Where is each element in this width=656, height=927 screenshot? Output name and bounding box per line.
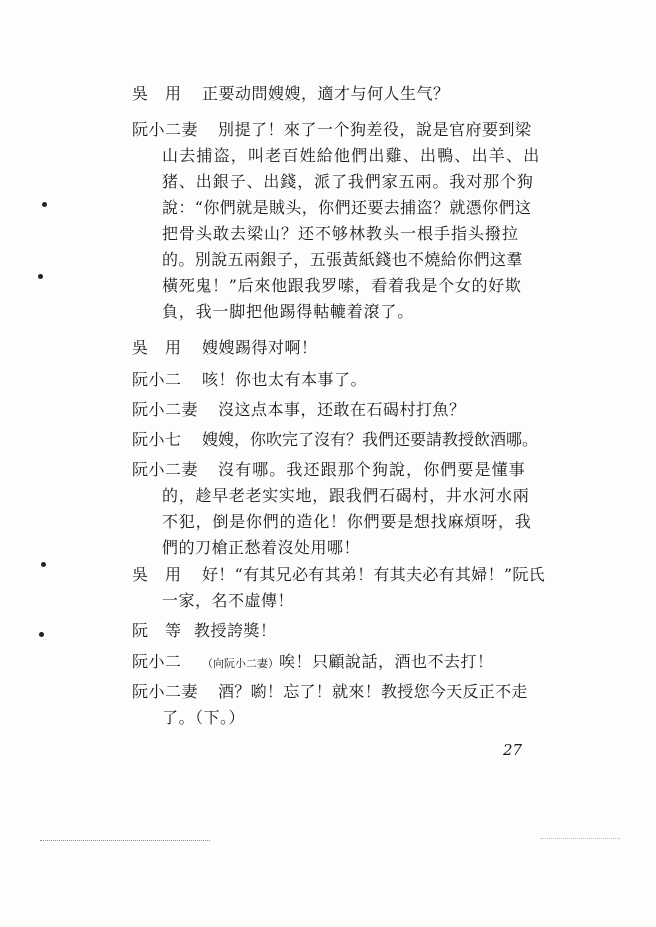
dialogue-text: 教授誇獎！ bbox=[194, 621, 277, 640]
dialogue-text: 唉！只顧說話，酒也不去打！ bbox=[279, 652, 494, 671]
page-number: 27 bbox=[503, 741, 523, 759]
scan-artifact bbox=[40, 840, 210, 843]
dialogue-line bbox=[132, 400, 466, 420]
dialogue-continuation: 一家，名不虛傳！ bbox=[162, 591, 295, 610]
speaker-name: 阮小二妻 bbox=[132, 400, 199, 419]
speaker-name: 阮 等 bbox=[132, 621, 182, 640]
dialogue-continuation: 山去捕盗，叫老百姓給他們出雞、出鴨、出羊、出 bbox=[162, 146, 541, 165]
dialogue-continuation: 不犯，倒是你們的造化！你們要是想找麻煩呀，我 bbox=[162, 512, 532, 531]
speaker-name: 阮小二妻 bbox=[132, 682, 199, 701]
dialogue-line bbox=[132, 120, 532, 140]
dialogue-continuation: 們的刀槍正愁着沒处用哪！ bbox=[162, 538, 361, 557]
dialogue-text: 好！“有其兄必有其弟！有其夫必有其婦！”阮氏 bbox=[202, 565, 545, 584]
dialogue-continuation: 的，趁早老老实实地，跟我們石碣村，井水河水兩 bbox=[162, 486, 530, 505]
margin-mark bbox=[38, 274, 43, 279]
stage-direction: （向阮小二妻） bbox=[202, 657, 279, 670]
dialogue-text: 咳！你也太有本事了。 bbox=[202, 370, 368, 389]
margin-mark bbox=[42, 202, 47, 207]
dialogue-line bbox=[132, 430, 538, 450]
dialogue-text: 沒有哪。我还跟那个狗說，你們要是懂事 bbox=[218, 460, 526, 479]
speaker-name: 阮小二 bbox=[132, 652, 182, 671]
dialogue-text: 別提了！來了一个狗差役，說是官府要到梁 bbox=[218, 120, 532, 139]
dialogue-line bbox=[132, 338, 318, 358]
scan-artifact bbox=[540, 838, 620, 841]
speaker-name: 阮小二妻 bbox=[132, 120, 199, 139]
dialogue-line bbox=[132, 460, 526, 480]
dialogue-text: 嫂嫂，你吹完了沒有？我們还要請教授飲酒哪。 bbox=[202, 430, 539, 449]
dialogue-continuation: 橫死鬼！”后來他跟我罗嗦，看着我是个女的好欺 bbox=[162, 276, 522, 295]
margin-mark bbox=[39, 632, 44, 637]
dialogue-line bbox=[132, 621, 277, 641]
dialogue-continuation: 說：“你們就是賊头，你們还要去捕盗？就憑你們这 bbox=[162, 198, 532, 217]
dialogue-continuation: 把骨头敢去梁山？还不够林教头一根手指头撥拉 bbox=[162, 224, 520, 243]
speaker-name: 阮小二 bbox=[132, 370, 182, 389]
dialogue-line bbox=[132, 84, 450, 104]
dialogue-line bbox=[132, 652, 494, 674]
dialogue-line bbox=[132, 565, 545, 585]
speaker-name: 吳 用 bbox=[132, 338, 182, 357]
speaker-name: 吳 用 bbox=[132, 565, 182, 584]
dialogue-text: 沒这点本事，还敢在石碣村打魚？ bbox=[218, 400, 466, 419]
dialogue-continuation: 猪、出銀子、出錢，派了我們家五兩。我对那个狗 bbox=[162, 172, 534, 191]
dialogue-continuation: 負，我一脚把他踢得軲轆着滾了。 bbox=[162, 302, 415, 321]
dialogue-text: 嫂嫂踢得对啊！ bbox=[202, 338, 318, 357]
dialogue-line bbox=[132, 682, 528, 702]
dialogue-text: 酒？喲！忘了！就來！教授您今天反正不走 bbox=[218, 682, 528, 701]
margin-mark bbox=[41, 562, 46, 567]
dialogue-continuation: 的。別說五兩銀子，五張黃紙錢也不燒給你們这羣 bbox=[162, 250, 523, 269]
dialogue-text: 正要动問嫂嫂，適才与何人生气？ bbox=[202, 84, 450, 103]
dialogue-line bbox=[132, 370, 367, 390]
speaker-name: 阮小七 bbox=[132, 430, 182, 449]
speaker-name: 阮小二妻 bbox=[132, 460, 199, 479]
dialogue-continuation: 了。（下。） bbox=[162, 708, 246, 727]
speaker-name: 吳 用 bbox=[132, 84, 182, 103]
